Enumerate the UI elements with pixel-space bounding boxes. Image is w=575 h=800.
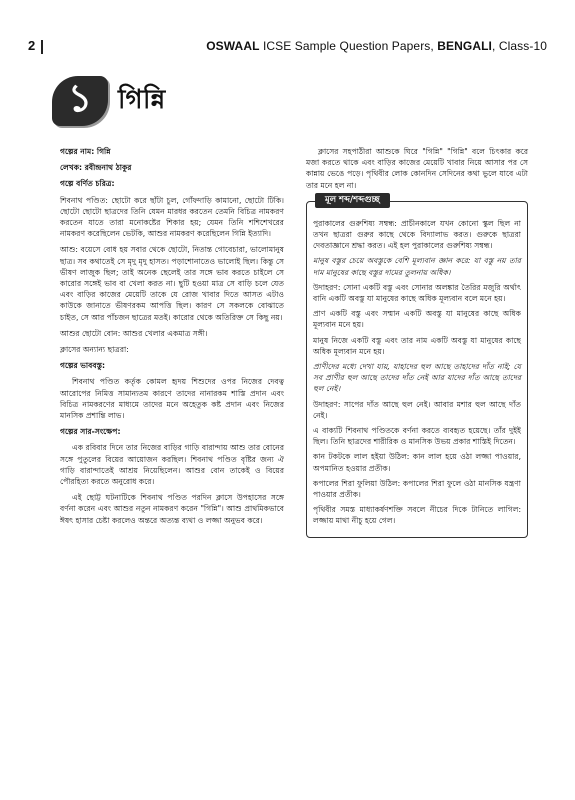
key-word-item: পৃথিবীর সমস্ত মাধ্যাকর্ষণশক্তি সবলে নীচের দিকে টানিতে লাগিল: লজ্জায় মাথা নীচু হয়ে গেল। bbox=[313, 505, 521, 526]
key-word-item: প্রাণ একটি বস্তু এবং সম্মান একটি অবস্তু যা মানুষের কাছে অধিক মূল্যবান মনে হয়। bbox=[313, 309, 521, 330]
character-classmates: ক্লাসের অন্যান্য ছাত্ররা: bbox=[60, 345, 129, 355]
key-word-item: কপালের শিরা ফুলিয়া উঠিল: কপালের শিরা ফুলে ওঠা মানসিক যন্ত্রণা পাওয়ার প্রতীক। bbox=[313, 478, 521, 500]
author: লেখক: রবীন্দ্রনাথ ঠাকুর bbox=[60, 163, 132, 173]
left-column bbox=[60, 146, 284, 531]
key-words-box bbox=[306, 194, 528, 538]
right-column bbox=[306, 146, 528, 538]
theme-heading: গল্পের ভাববস্তু: bbox=[60, 361, 106, 371]
key-word-item: মানুষ বস্তুর চেয়ে অবস্তুকে বেশি মূল্যবান জ্ঞান করে: যা বস্তু নয় তার দাম মানুষের কাছে বস্তুর দামের তুলনায় অধিক। bbox=[313, 256, 521, 277]
key-word-item: উদাহরণ: সাপের দাঁত আছে হুল নেই। আবার মশার হুল আছে দাঁত নেই। bbox=[313, 399, 521, 420]
character-shibnath: শিবনাথ পণ্ডিত: ছোটো করে ছাঁটা চুল, গোঁফদাড়ি কামানো, ছোটো টিকি। ছোটো ছোটো ছাত্রদের তিনি যেমন মারধর করতেন তেমনি বিচিত্র নামকরণ করতেন যাতে তারা মনোকষ্টের শিকার হয়; যেমন তিনি শশিশেখরের নামকরণ করেছিলেন ভেটকি, আশুর নামকরণ করেছিলেন গিন্নি ইত্যাদি। bbox=[60, 195, 284, 239]
character-ashu: আশু: বয়েসে বোধ হয় সবার থেকে ছোটো, নিতান্ত গোবেচারা, ভালোমানুষ ছাত্র। সব কথাতেই সে মৃদু মৃদু হাসত। পড়াশোনাতেও ভালোই ছিল। কিন্তু সে ভীষণ লাজুক ছিল; তাই অনেক ছেলেই তার সঙ্গে ভাব করতে চাইলে সে কারোর সঙ্গেই ভাব বা খেলা করত না। ছুটি হওয়া মাত্র সে বাড়ি চলে যেত এবং বাড়ির কাজের মেয়েটি তাকে যে রোজ খাবার দিতে আসত এটাও কাউকে জানাতে ভীষণরকম আপত্তি ছিল। কারণ সে সকলকে বোঝাতে চাইত, সে আর পাঁচজন ছাত্রের মতই। কারোর থেকে অতিরিক্ত সে কিছু নয়। bbox=[60, 245, 284, 322]
theme-text: শিবনাথ পণ্ডিত কর্তৃক কোমল হৃদয় শিশুদের ওপর নিজের দেবত্ব আরোপের নিমিত্ত সামান্যতম কারণে তাদের নানারকম শাস্তি প্রদান এবং বিচিত্র নামকরণের মাধ্যমে তাদের মনে অহেতুক কষ্ট প্রদান এবং নিজের মানসিক প্রশান্তি লাভ। bbox=[60, 377, 284, 421]
key-word-item: প্রাণীদের মধ্যে দেখা যায়, যাহাদের হুল আছে তাহাদের দাঁত নাই; যে সব প্রাণীর হুল আছে তাদের দাঁত নেই আর যাদের দাঁত আছে তাদের হুল নেই। bbox=[313, 362, 521, 394]
page-number: 2 bbox=[28, 38, 43, 54]
characters-heading: গল্পে বর্ণিত চরিত্র: bbox=[60, 179, 115, 189]
chapter-heading bbox=[52, 76, 166, 126]
character-sister: আশুর ছোটো বোন: আশুর খেলার একমাত্র সঙ্গী। bbox=[60, 328, 208, 338]
key-word-item: কান টকটকে লাল হইয়া উঠিল: কান লাল হয়ে ওঠা লজ্জা পাওয়ার, অপমানিত হওয়ার প্রতীক। bbox=[313, 452, 521, 473]
key-word-item: মানুষ নিজে একটি বস্তু এবং তার নাম একটি অবস্তু যা মানুষের কাছে অধিক মূল্যবান মনে হয়। bbox=[313, 335, 521, 356]
key-word-item: এ বাক্যটি শিবনাথ পণ্ডিতকে বর্ণনা করতে ব্যবহৃত হয়েছে। তাঁর দুইই ছিল। তিনি ছাত্রদের শারীরিক ও মানসিক উভয় প্রকার শাস্তিই দিতেন। bbox=[313, 426, 521, 447]
key-word-item: পুরাকালের গুরুশিষ্য সম্বন্ধ: প্রাচীনকালে যখন কোনো স্কুল ছিল না তখন ছাত্ররা গুরুর কাছে থেকে বিদ্যালাভ করত। গুরুকে ছাত্ররা দেবতাজ্ঞানে শ্রদ্ধা করত। এই হল পুরাকালের গুরুশিষ্য সম্বন্ধ। bbox=[313, 218, 521, 251]
summary-text-2: এই ছোট্ট ঘটনাটিকে শিবনাথ পণ্ডিত পরদিন ক্লাসে উপহাসের সঙ্গে বর্ণনা করেন এবং আশুর নতুন নামকরণ করেন "গিন্নি"। আশু প্রাথমিকভাবে ঈষৎ হাসার চেষ্টা করলেও অন্তরে অত্যন্ত ব্যথা ও লজ্জা অনুভব করে। bbox=[60, 493, 284, 525]
chapter-number-badge: ১ bbox=[52, 76, 108, 126]
chapter-title: গিন্নি bbox=[118, 85, 166, 115]
summary-text-3: ক্লাসের সহপাঠীরা আশুকে ঘিরে "গিন্নি" "গিন্নি" বলে চিৎকার করে মজা করতে থাকে এবং বাড়ির কাজের মেয়েটি খাবার নিয়ে আসার পর সে কান্নায় ভেঙে পড়ে। পৃথিবীর লোক কোনদিন সেদিনের কথা ভুলে যাবে এটা তার মনে হল না। bbox=[306, 147, 528, 190]
key-words-title: মূল শব্দ/শব্দগুচ্ছ bbox=[315, 193, 390, 208]
key-word-item: উদাহরণ: সোনা একটি বস্তু এবং সোনার অলঙ্কার তৈরির মজুরি অর্থাৎ বানি একটি অবস্তু যা মানুষের কাছে অধিক মূল্যবান বলে মনে হয়। bbox=[313, 282, 521, 304]
book-title: OSWAAL ICSE Sample Question Papers, BENGALI, Class-10 bbox=[206, 39, 547, 53]
page-header bbox=[28, 36, 547, 56]
story-name: গল্পের নাম: গিন্নি bbox=[60, 147, 111, 156]
summary-heading: গল্পের সার-সংক্ষেপ: bbox=[60, 427, 121, 437]
summary-text-1: এক রবিবার দিনে তার নিজের বাড়ির গাড়ি বারান্দায় আশু তার বোনের সঙ্গে পুতুলের বিয়ের আয়োজন করছিল। শিবনাথ পণ্ডিত বৃষ্টির জন্য ঐ গাড়ি বারান্দাতেই আশ্রয় নিয়েছিলেন। আশুর বোন তাকেই ও বিয়ের পৌরহিত্য করতে অনুরোধ করে। bbox=[60, 443, 284, 487]
